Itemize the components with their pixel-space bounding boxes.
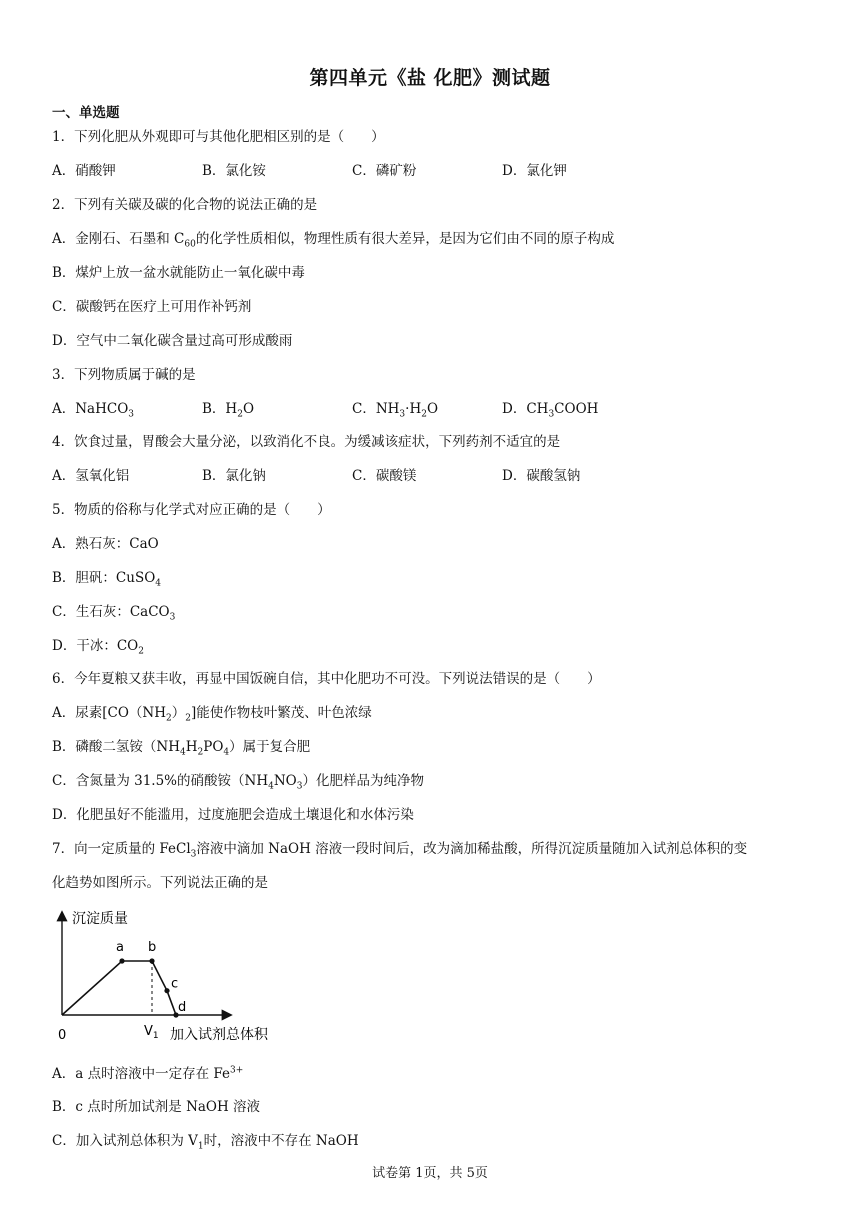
q7-option-b: B．c 点时所加试剂是 NaOH 溶液: [52, 1099, 261, 1115]
origin-label: 0: [58, 1028, 67, 1043]
v1-label: $V_1$: [144, 1024, 159, 1041]
page-title: 第四单元《盐 化肥》测试题: [309, 67, 551, 89]
q4-option-c: C．碳酸镁: [352, 468, 417, 484]
q4-option-d: D．碳酸氢钠: [502, 468, 581, 484]
q7-option-a: A．a 点时溶液中一定存在 $Fe^{3+}$: [52, 1065, 244, 1082]
question-4-stem: 4．饮食过量，胃酸会大量分泌，以致消化不良。为缓减该症状，下列药剂不适宜的是: [52, 434, 561, 450]
q6-option-a: A．尿素$[CO(NH_2)_2]$能使作物枝叶繁茂、叶色浓绿: [52, 705, 372, 724]
q1-option-c: C．磷矿粉: [352, 163, 417, 179]
q2-option-b: B．煤炉上放一盆水就能防止一氧化碳中毒: [52, 265, 305, 281]
point-b: [149, 958, 154, 963]
point-label-a: a: [116, 940, 124, 955]
q2-option-c: C．碳酸钙在医疗上可用作补钙剂: [52, 299, 252, 315]
q4-option-b: B．氯化钠: [202, 468, 266, 484]
y-axis-label: 沉淀质量: [72, 911, 128, 927]
q3-option-c: C．$NH_3\cdot H_2O$: [352, 401, 439, 420]
q5-option-c: C．生石灰：CaCO$_3$: [52, 604, 176, 623]
q6-option-d: D．化肥虽好不能滥用，过度施肥会造成土壤退化和水体污染: [52, 807, 414, 823]
q7-option-c: C．加入试剂总体积为 $V_1$时，溶液中不存在 NaOH: [52, 1133, 359, 1152]
q2-option-a: A．金刚石、石墨和 $C_{60}$的化学性质相似，物理性质有很大差异，是因为它们由不同的原子构成: [52, 231, 615, 250]
point-label-b: b: [148, 940, 157, 955]
section-heading: 一、单选题: [52, 105, 120, 121]
q1-option-d: D．氯化钾: [502, 163, 567, 179]
q1-option-a: A．硝酸钾: [52, 163, 116, 179]
q3-option-a: A．NaHCO$_3$: [52, 401, 135, 420]
point-label-d: d: [178, 1000, 187, 1015]
q3-option-b: B．$H_2O$: [202, 401, 255, 420]
q6-option-c: C．含氮量为 31.5%的硝酸铵$(NH_4NO_3)$化肥样品为纯净物: [52, 773, 424, 792]
question-6-stem: 6．今年夏粮又获丰收，再显中国饭碗自信，其中化肥功不可没。下列说法错误的是（ ）: [52, 671, 601, 687]
question-2-stem: 2．下列有关碳及碳的化合物的说法正确的是: [52, 197, 318, 213]
q3-option-d: D．$CH_3COOH$: [502, 401, 599, 420]
point-c: [164, 988, 169, 993]
question-3-stem: 3．下列物质属于碱的是: [52, 367, 196, 383]
q1-option-b: B．氯化铵: [202, 163, 266, 179]
question-5-stem: 5．物质的俗称与化学式对应正确的是（ ）: [52, 502, 331, 518]
point-label-c: c: [171, 976, 179, 992]
precipitate-mass-chart: [48, 903, 308, 1053]
q6-option-b: B．磷酸二氢铵$(NH_4H_2PO_4)$属于复合肥: [52, 739, 311, 758]
point-a: [119, 958, 124, 963]
q5-option-a: A．熟石灰：CaO: [52, 536, 159, 552]
q5-option-d: D．干冰：$CO_2$: [52, 638, 144, 657]
x-axis-label: 加入试剂总体积: [170, 1027, 268, 1043]
q2-option-d: D．空气中二氧化碳含量过高可形成酸雨: [52, 333, 293, 349]
q5-option-b: B．胆矾：CuSO$_4$: [52, 570, 161, 589]
page-footer: 试卷第 1页，共 5页: [372, 1166, 488, 1181]
q4-option-a: A．氢氧化铝: [52, 468, 130, 484]
precipitate-curve: [62, 961, 179, 1015]
question-1-stem: 1．下列化肥从外观即可与其他化肥相区别的是（ ）: [52, 129, 385, 145]
question-7-stem-line1: 7．向一定质量的 FeCl$_3$溶液中滴加 NaOH 溶液一段时间后，改为滴加稀盐酸，所得沉淀质量随加入试剂总体积的变: [52, 841, 748, 860]
question-7-stem-line2: 化趋势如图所示。下列说法正确的是: [52, 875, 268, 891]
